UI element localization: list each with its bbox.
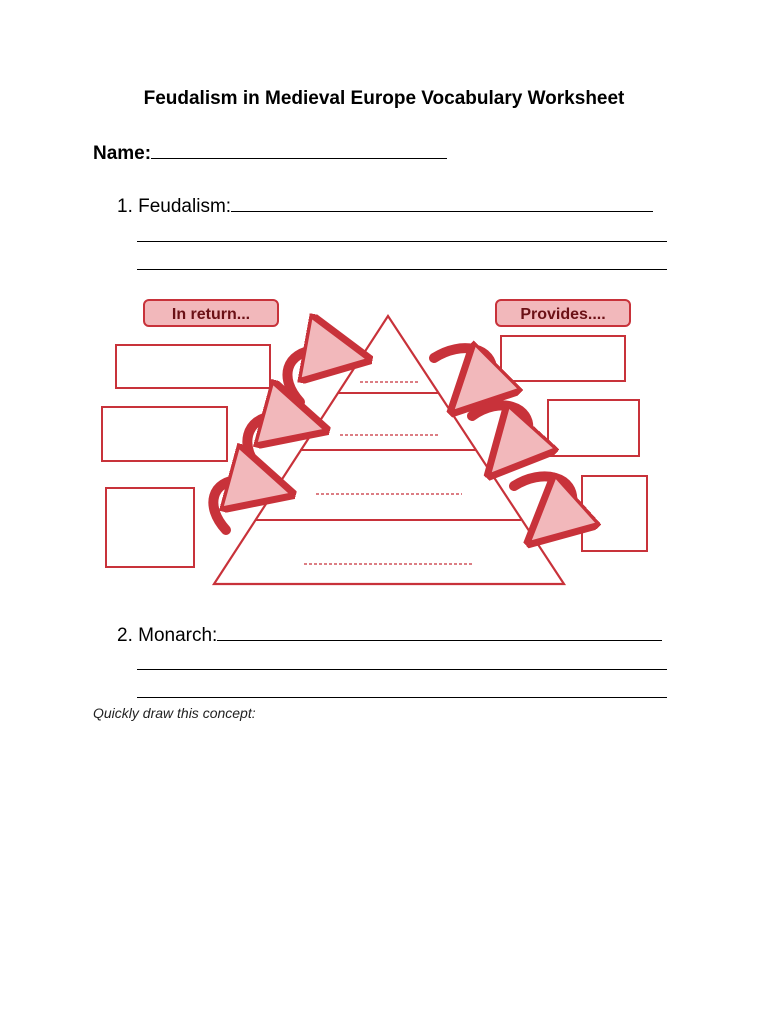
feudal-pyramid-svg	[90, 292, 670, 592]
right-box-2[interactable]	[548, 400, 639, 456]
right-box-3[interactable]	[582, 476, 647, 551]
question-2-blank-3[interactable]	[137, 683, 667, 698]
question-1-line-3[interactable]	[137, 254, 667, 276]
question-1-blank-2[interactable]	[137, 227, 667, 242]
right-box-1[interactable]	[501, 336, 625, 381]
question-2-line-3[interactable]	[137, 682, 667, 704]
question-1-label: 1. Feudalism:	[117, 196, 232, 217]
question-2-blank[interactable]	[217, 626, 662, 641]
left-arrow-2	[247, 416, 296, 470]
page-title: Feudalism in Medieval Europe Vocabulary Worksheet	[143, 88, 625, 109]
question-2[interactable]	[117, 625, 662, 647]
in-return-label: In return...	[171, 306, 251, 323]
question-1-blank-3[interactable]	[137, 255, 667, 270]
name-field[interactable]	[93, 143, 447, 165]
drawing-area[interactable]	[93, 730, 673, 1000]
question-2-blank-2[interactable]	[137, 655, 667, 670]
feudal-pyramid-diagram	[90, 292, 670, 592]
left-box-2[interactable]	[102, 407, 227, 461]
question-2-line-2[interactable]	[137, 654, 667, 676]
question-1[interactable]	[117, 196, 653, 218]
left-box-1[interactable]	[116, 345, 270, 388]
name-blank[interactable]	[151, 144, 447, 159]
question-1-blank[interactable]	[231, 197, 653, 212]
left-box-3[interactable]	[106, 488, 194, 567]
draw-caption: Quickly draw this concept:	[93, 705, 256, 721]
provides-pill	[496, 300, 630, 326]
in-return-pill	[144, 300, 278, 326]
question-1-line-2[interactable]	[137, 226, 667, 248]
name-label: Name:	[93, 143, 152, 164]
left-arrow-1	[287, 350, 338, 402]
provides-label: Provides....	[520, 306, 606, 323]
question-2-label: 2. Monarch:	[117, 625, 218, 646]
